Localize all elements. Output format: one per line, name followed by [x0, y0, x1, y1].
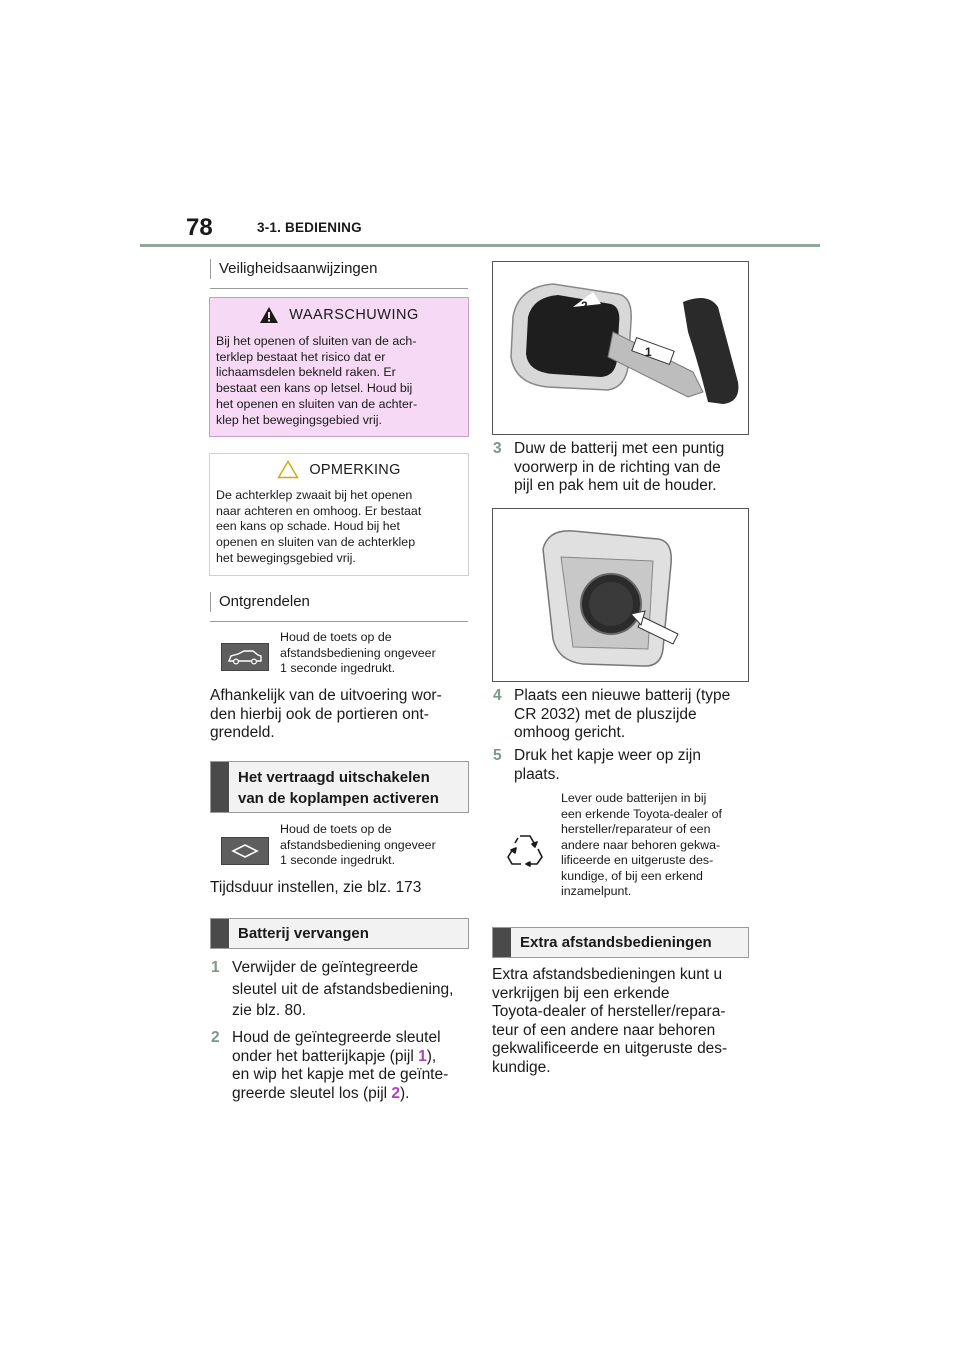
recycle-text: Lever oude batterijen in bij een erkende Toyota-dealer of hersteller/reparateur of een andere naar behoren gekwa- lificeerde en uitgeruste des- kundige, of bij een erkend inzamelpunt. [561, 791, 722, 898]
section-header-delay-headlights: Het vertraagd uitschakelen van de koplampen activeren [210, 761, 469, 813]
warning-box [209, 297, 469, 437]
unlock-body-text: Afhankelijk van de uitvoering wor- den hierbij ook de portieren ont- grendeld. [210, 687, 442, 741]
arrow-label-2: 2 [391, 1084, 401, 1102]
headlight-button-icon [221, 837, 269, 865]
step-1: 1 Verwijder de geïntegreerde sleutel uit de afstandsbediening, zie blz. 80. [211, 959, 454, 1019]
step-2: 2 Houd de geïntegreerde sleutel onder het batterijkapje (pijl 1), en wip het kapje met de geïnte- greerde sleutel los (pijl 2). [211, 1029, 449, 1102]
extra-remotes-text: Extra afstandsbedieningen kunt u verkrijgen bij een erkende Toyota-dealer of hersteller/repara- teur of een andere naar behoren gekwalificeerde en uitgeruste des- kundige. [492, 966, 728, 1076]
section-title-unlock: Ontgrendelen [210, 592, 310, 612]
svg-text:1: 1 [645, 345, 652, 359]
warning-title: WAARSCHUWING [289, 307, 419, 323]
note-title: OPMERKING [309, 461, 401, 478]
step-4: 4 Plaats een nieuwe batterij (type CR 2032) met de pluszijde omhoog gericht. [493, 687, 731, 741]
car-unlock-button-icon [221, 643, 269, 671]
section-underline [210, 621, 468, 622]
page-number: 78 [186, 214, 213, 241]
svg-text:2: 2 [581, 299, 588, 313]
section-header-extra-remotes: Extra afstandsbedieningen [492, 927, 749, 958]
unlock-instruction: Houd de toets op de afstandsbediening ongeveer 1 seconde ingedrukt. [280, 630, 436, 675]
delay-instruction: Houd de toets op de afstandsbediening ongeveer 1 seconde ingedrukt. [280, 822, 436, 867]
section-underline [210, 288, 468, 289]
chapter-title: 3-1. BEDIENING [257, 220, 362, 235]
header-rule [140, 244, 820, 247]
key-removal-image [492, 261, 749, 435]
warning-text: Bij het openen of sluiten van de ach- terklep bestaat het risico dat er lichaamsdelen bekneld raken. Er bestaat een kans op letsel. Houd bij het openen en sluiten van de achter- klep het bewegingsgebied vrij. [216, 334, 418, 427]
step-3: 3 Duw de batterij met een puntig voorwerp in de richting van de pijl en pak hem uit de houder. [493, 440, 725, 494]
warning-triangle-icon [259, 306, 279, 324]
caution-triangle-icon [277, 460, 299, 479]
arrow-label-1: 1 [418, 1047, 427, 1065]
section-title-safety: Veiligheidsaanwijzingen [210, 259, 377, 279]
step-5: 5 Druk het kapje weer op zijn plaats. [493, 747, 701, 783]
section-header-battery: Batterij vervangen [210, 918, 469, 949]
note-box [209, 453, 469, 576]
delay-body-text: Tijdsduur instellen, zie blz. 173 [210, 879, 422, 896]
note-text: De achterklep zwaait bij het openen naar achteren en omhoog. Er bestaat een kans op schade. Houd bij het openen en sluiten van de achterklep het bewegingsgebied vrij. [216, 488, 422, 565]
battery-removal-image [492, 508, 749, 682]
recycle-icon [506, 832, 544, 873]
